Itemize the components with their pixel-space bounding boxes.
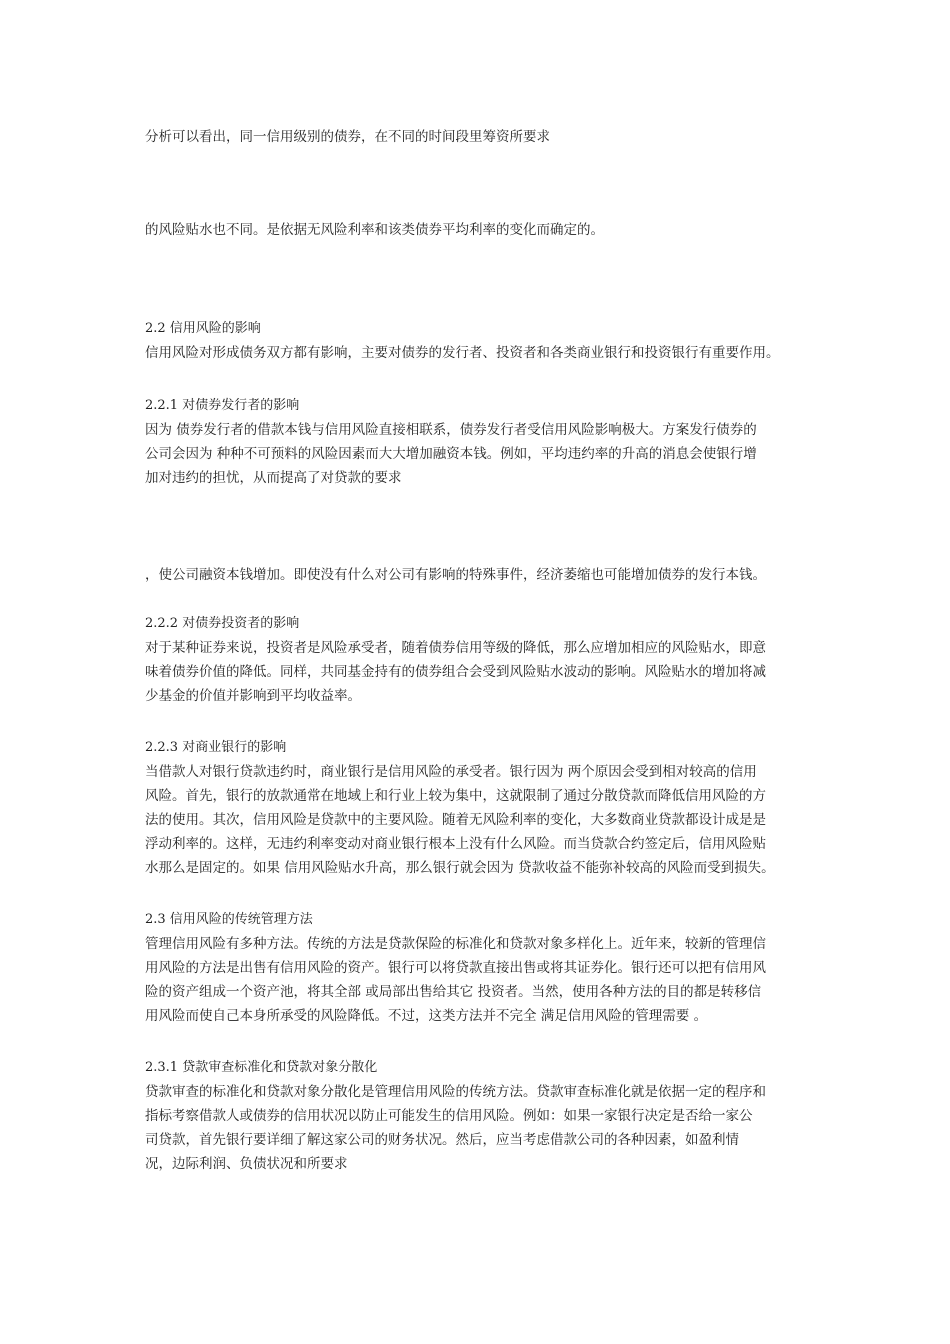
text-line: 风险。首先，银行的放款通常在地域上和行业上较为集中，这就限制了通过分散贷款而降低信用风险的方 xyxy=(145,788,766,804)
text-line: 加对违约的担忧，从而提高了对贷款的要求 xyxy=(145,470,402,486)
text-line: 对于某种证券来说，投资者是风险承受者，随着债券信用等级的降低，那么应增加相应的风险贴水，即意 xyxy=(145,640,766,656)
text-line: 用风险而使自己本身所承受的风险降低。不过，这类方法并不完全 满足信用风险的管理需要 。 xyxy=(145,1008,708,1024)
text-line: 分析可以看出，同一信用级别的债券，在不同的时间段里筹资所要求 xyxy=(145,129,550,145)
section-heading-2-2-2: 2.2.2 对债券投资者的影响 xyxy=(145,616,300,631)
text-line: 的风险贴水也不同。是依据无风险利率和该类债券平均利率的变化而确定的。 xyxy=(145,222,604,238)
text-line: 法的使用。其次，信用风险是贷款中的主要风险。随着无风险利率的变化，大多数商业贷款都设计成是是 xyxy=(145,812,766,828)
text-line: 指标考察借款人或债券的信用状况以防止可能发生的信用风险。例如：如果一家银行决定是否给一家公 xyxy=(145,1108,753,1124)
text-line: 水那么是固定的。如果 信用风险贴水升高，那么银行就会因为 贷款收益不能弥补较高的风险而受到损失。 xyxy=(145,860,775,876)
text-line: 因为 债券发行者的借款本钱与信用风险直接相联系，债券发行者受信用风险影响极大。方案发行债券的 xyxy=(145,422,757,438)
section-heading-2-3: 2.3 信用风险的传统管理方法 xyxy=(145,912,313,927)
text-line: 管理信用风险有多种方法。传统的方法是贷款保险的标准化和贷款对象多样化上。近年来，较新的管理信 xyxy=(145,936,766,952)
text-line: 险的资产组成一个资产池，将其全部 或局部出售给其它 投资者。当然，使用各种方法的目的都是转移信 xyxy=(145,984,762,1000)
text-line: 况，边际利润、负债状况和所要求 xyxy=(145,1156,348,1172)
text-line: 浮动利率的。这样，无违约利率变动对商业银行根本上没有什么风险。而当贷款合约签定后，信用风险贴 xyxy=(145,836,766,852)
text-line: 用风险的方法是出售有信用风险的资产。银行可以将贷款直接出售或将其证券化。银行还可以把有信用风 xyxy=(145,960,766,976)
text-line: 少基金的价值并影响到平均收益率。 xyxy=(145,688,361,704)
text-line: 味着债券价值的降低。同样，共同基金持有的债券组合会受到风险贴水波动的影响。风险贴水的增加将减 xyxy=(145,664,766,680)
text-line: 当借款人对银行贷款违约时，商业银行是信用风险的承受者。银行因为 两个原因会受到相对较高的信用 xyxy=(145,764,757,780)
text-line: 司贷款，首先银行要详细了解这家公司的财务状况。然后，应当考虑借款公司的各种因素，如盈利情 xyxy=(145,1132,739,1148)
section-heading-2-2-1: 2.2.1 对债券发行者的影响 xyxy=(145,398,300,413)
text-line: 贷款审查的标准化和贷款对象分散化是管理信用风险的传统方法。贷款审查标准化就是依据一定的程序和 xyxy=(145,1084,766,1100)
section-heading-2-3-1: 2.3.1 贷款审查标准化和贷款对象分散化 xyxy=(145,1060,378,1075)
text-line: 信用风险对形成债务双方都有影响，主要对债券的发行者、投资者和各类商业银行和投资银行有重要作用。 xyxy=(145,345,780,361)
text-line: ，使公司融资本钱增加。即使没有什么对公司有影响的特殊事件，经济萎缩也可能增加债券的发行本钱。 xyxy=(145,567,766,583)
section-heading-2-2-3: 2.2.3 对商业银行的影响 xyxy=(145,740,287,755)
section-heading-2-2: 2.2 信用风险的影响 xyxy=(145,321,261,336)
text-line: 公司会因为 种种不可预料的风险因素而大大增加融资本钱。例如，平均违约率的升高的消息会使银行增 xyxy=(145,446,757,462)
